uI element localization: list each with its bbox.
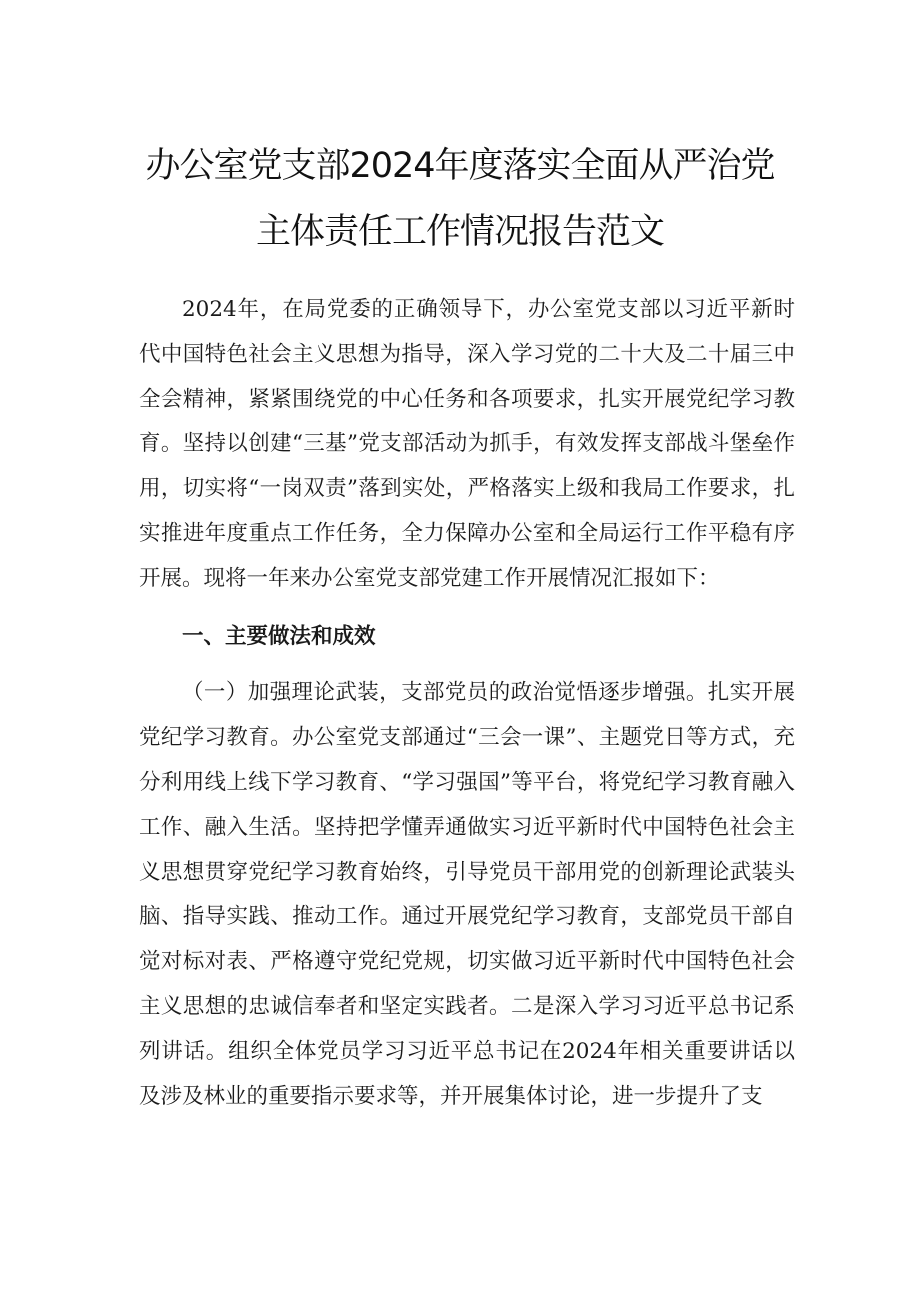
section-paragraph: （一）加强理论武装，支部党员的政治觉悟逐步增强。扎实开展党纪学习教育。办公室党支部通过“三会一课”、主题党日等方式，充分利用线上线下学习教育、“学习强国”等平台，将党纪学习教育融入工作、融入生活。坚持把学懂弄通做实习近平新时代中国特色社会主义思想贯穿党纪学习教育始终，引导党员干部用党的创新理论武装头脑、指导实践、推动工作。通过开展党纪学习教育，支部党员干部自觉对标对表、严格遵守党纪党规，切实做习近平新时代中国特色社会主义思想的忠诚信奉者和坚定实践者。二是深入学习习近平总书记系列讲话。组织全体党员学习习近平总书记在2024年相关重要讲话以及涉及林业的重要指示要求等，并开展集体讨论，进一步提升了支 <box>139 680 795 1109</box>
intro-paragraph: 2024年，在局党委的正确领导下，办公室党支部以习近平新时代中国特色社会主义思想为指导，深入学习党的二十大及二十届三中全会精神，紧紧围绕党的中心任务和各项要求，扎实开展党纪学习教育。坚持以创建“三基”党支部活动为抓手，有效发挥支部战斗堡垒作用，切实将“一岗双责”落到实处，严格落实上级和我局工作要求，扎实推进年度重点工作任务，全力保障办公室和全局运行工作平稳有序开展。现将一年来办公室党支部党建工作开展情况汇报如下： <box>139 297 795 591</box>
document-title-line-1: 办公室党支部2024年度落实全面从严治党 <box>145 146 775 186</box>
section-heading: 一、主要做法和成效 <box>182 623 376 649</box>
document-body <box>139 288 795 1119</box>
document-title-line-2: 主体责任工作情况报告范文 <box>255 212 664 252</box>
